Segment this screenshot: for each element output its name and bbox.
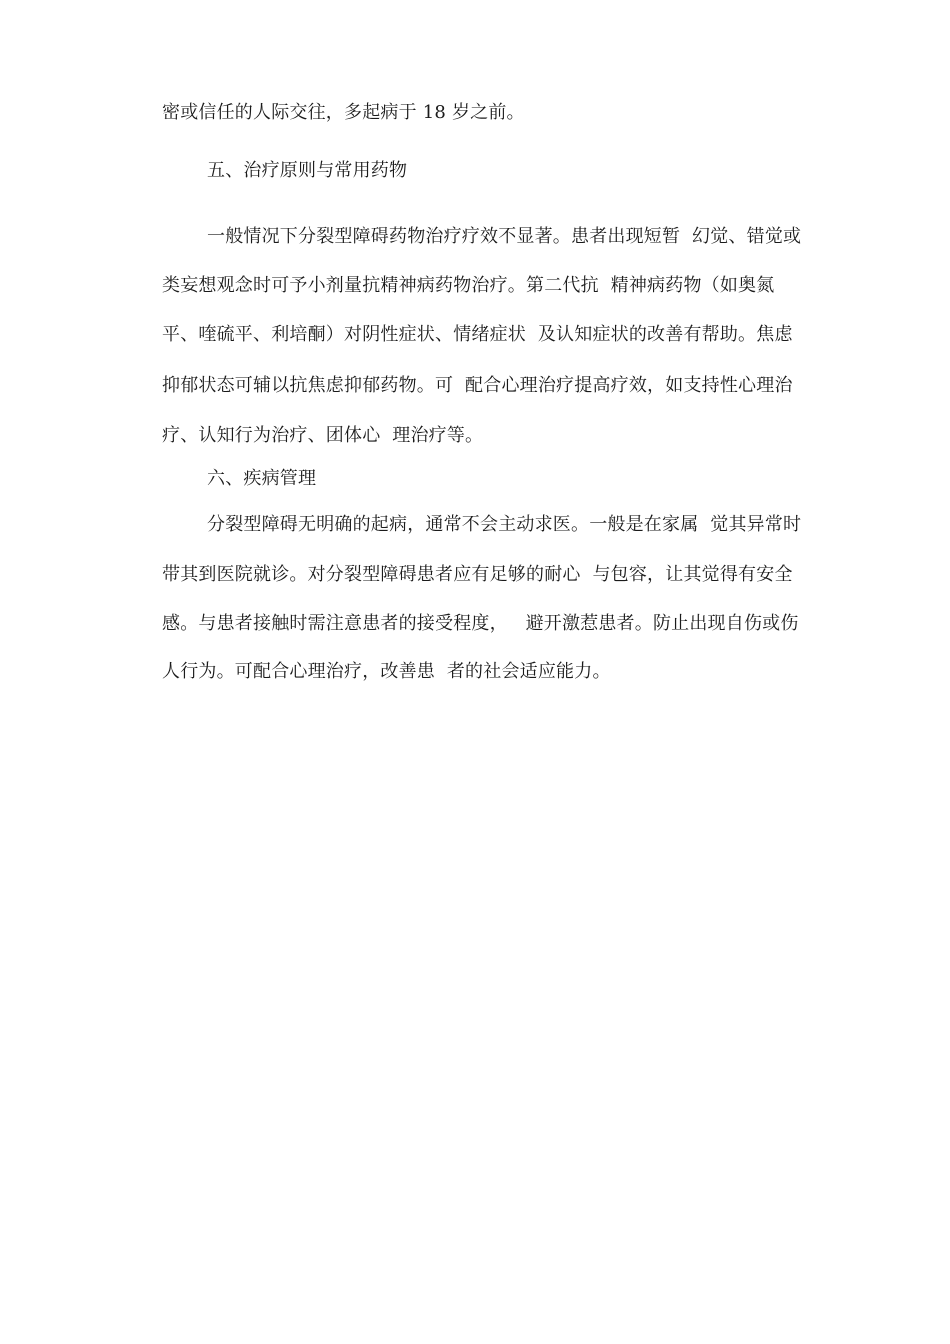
paragraph-line: 疗、认知行为治疗、团体心 理治疗等。 (162, 425, 484, 446)
section-heading-5: 五、治疗原则与常用药物 (207, 160, 408, 181)
paragraph-line: 抑郁状态可辅以抗焦虑抑郁药物。可 配合心理治疗提高疗效，如支持性心理治 (162, 375, 793, 396)
paragraph-line: 平、喹硫平、利培酮）对阴性症状、情绪症状 及认知症状的改善有帮助。焦虑 (162, 324, 793, 345)
paragraph-line: 带其到医院就诊。对分裂型障碍患者应有足够的耐心 与包容，让其觉得有安全 (162, 564, 793, 585)
paragraph-line: 密或信任的人际交往，多起病于 18 岁之前。 (162, 102, 525, 123)
paragraph-line: 一般情况下分裂型障碍药物治疗疗效不显著。患者出现短暂 幻觉、错觉或 (207, 226, 802, 247)
section-heading-6: 六、疾病管理 (207, 468, 317, 489)
paragraph-line: 感。与患者接触时需注意患者的接受程度， 避开激惹患者。防止出现自伤或伤 (162, 613, 799, 634)
paragraph-line: 分裂型障碍无明确的起病，通常不会主动求医。一般是在家属 觉其异常时 (207, 514, 802, 535)
paragraph-line: 类妄想观念时可予小剂量抗精神病药物治疗。第二代抗 精神病药物（如奥氮 (162, 275, 775, 296)
paragraph-line: 人行为。可配合心理治疗，改善患 者的社会适应能力。 (162, 661, 611, 682)
